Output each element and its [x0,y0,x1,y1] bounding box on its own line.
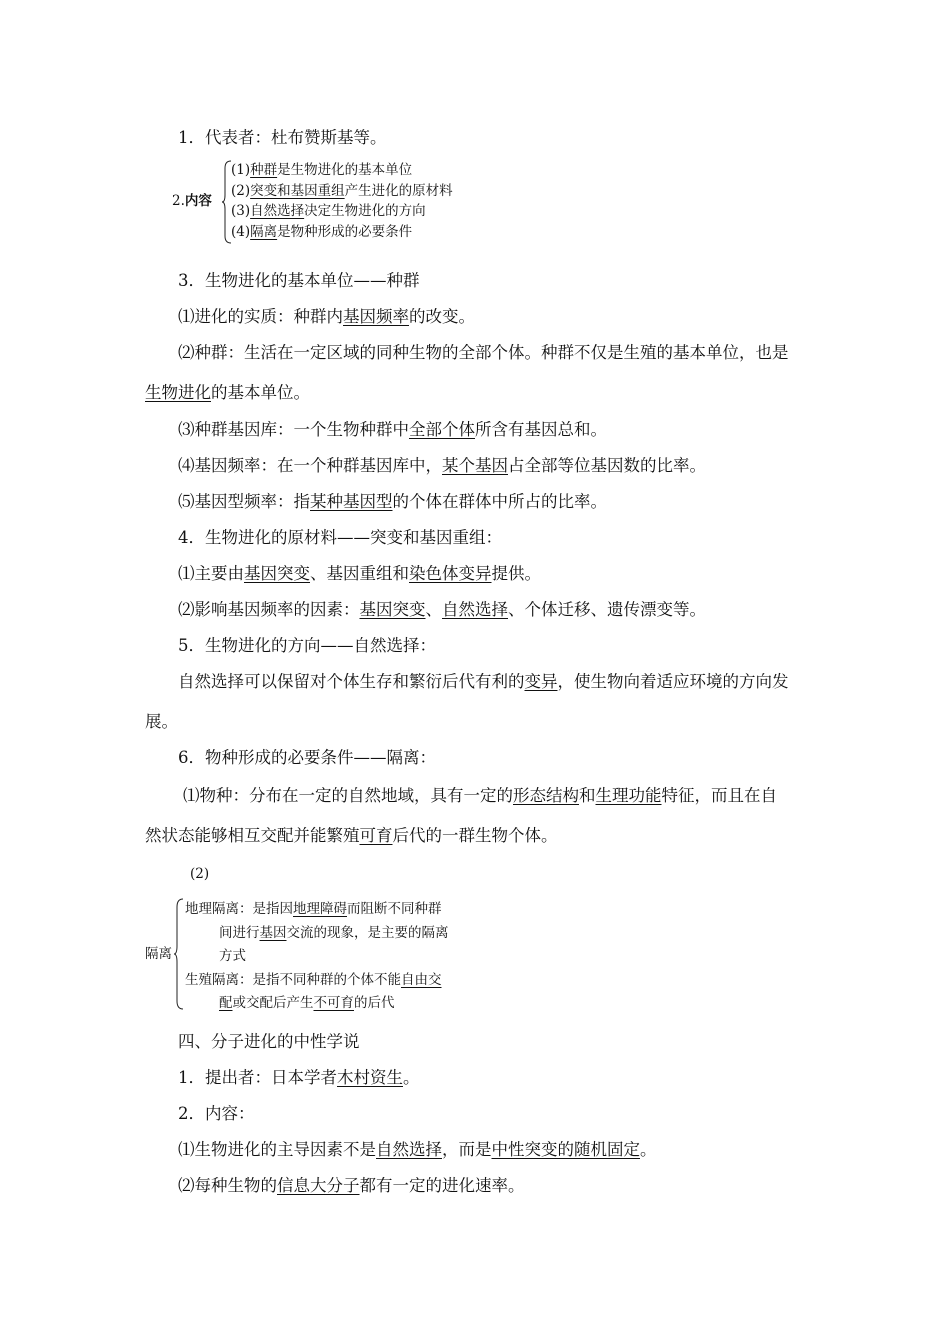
item6-p2-num: (2) [190,866,210,882]
item4-p2: ⑵影响基因频率的因素：基因突变、自然选择、个体迁移、遗传漂变等。 [178,600,706,619]
content-label-num: 2. [172,193,185,209]
content-label [172,191,212,212]
content-point-4: (4)隔离是物种形成的必要条件 [231,223,413,240]
geo-isolation-line2: 间进行基因交流的现象，是主要的隔离 [219,924,449,941]
isolation-details [185,898,449,1016]
item3-p3: ⑶种群基因库：一个生物种群中全部个体所含有基因总和。 [178,420,607,439]
content-points [231,160,453,242]
section4-p4: ⑵每种生物的信息大分子都有一定的进化速率。 [178,1176,525,1195]
item5-p-line2: 展。 [145,712,178,731]
geo-isolation-line3: 方式 [219,948,246,964]
item4-p1: ⑴主要由基因突变、基因重组和染色体变异提供。 [178,564,541,583]
item3-p4: ⑷基因频率：在一个种群基因库中，某个基因占全部等位基因数的比率。 [178,456,706,475]
isolation-label: 隔离 [145,946,172,962]
content-point-3: (3)自然选择决定生物进化的方向 [231,203,426,219]
item5-p-line1: 自然选择可以保留对个体生存和繁衍后代有利的变异，使生物向着适应环境的方向发 [178,672,789,691]
rep-isolation-line1: 生殖隔离：是指不同种群的个体不能自由交 [185,971,442,988]
item5-title: 5．生物进化的方向——自然选择： [178,636,436,655]
item1-text: 1．代表者：杜布赞斯基等。 [178,128,387,147]
item3-p5: ⑸基因型频率：指某种基因型的个体在群体中所占的比率。 [178,492,607,511]
section4-p3: ⑴生物进化的主导因素不是自然选择，而是中性突变的随机固定。 [178,1140,657,1159]
geo-isolation-line1: 地理隔离：是指因地理障碍而阻断不同种群 [185,901,442,917]
item6-p1-line2: 然状态能够相互交配并能繁殖可育后代的一群生物个体。 [145,826,558,845]
section4-p2: 2．内容： [178,1104,255,1123]
item3-p1: ⑴进化的实质：种群内基因频率的改变。 [178,307,475,326]
content-point-2: (2)突变和基因重组产生进化的原材料 [231,182,453,199]
item4-title: 4．生物进化的原材料——突变和基因重组： [178,528,502,547]
item3-title: 3．生物进化的基本单位——种群 [178,271,420,290]
item3-p2-line1: ⑵种群：生活在一定区域的同种生物的全部个体。种群不仅是生殖的基本单位，也是 [178,343,789,362]
section4-p1: 1．提出者：日本学者木村资生。 [178,1068,420,1087]
content-label-text: 内容 [184,193,212,209]
rep-isolation-line2: 配或交配后产生不可育的后代 [219,995,395,1011]
item6-p1-line1: ⑴物种：分布在一定的自然地域，具有一定的形态结构和生理功能特征，而且在自 [183,786,777,805]
item3-p2-line2: 生物进化的基本单位。 [145,383,310,402]
item6-title: 6．物种形成的必要条件——隔离： [178,748,436,767]
section4-title: 四、分子进化的中性学说 [178,1032,360,1051]
content-point-1: (1)种群是生物进化的基本单位 [231,162,413,178]
isolation-brace [174,898,184,1010]
